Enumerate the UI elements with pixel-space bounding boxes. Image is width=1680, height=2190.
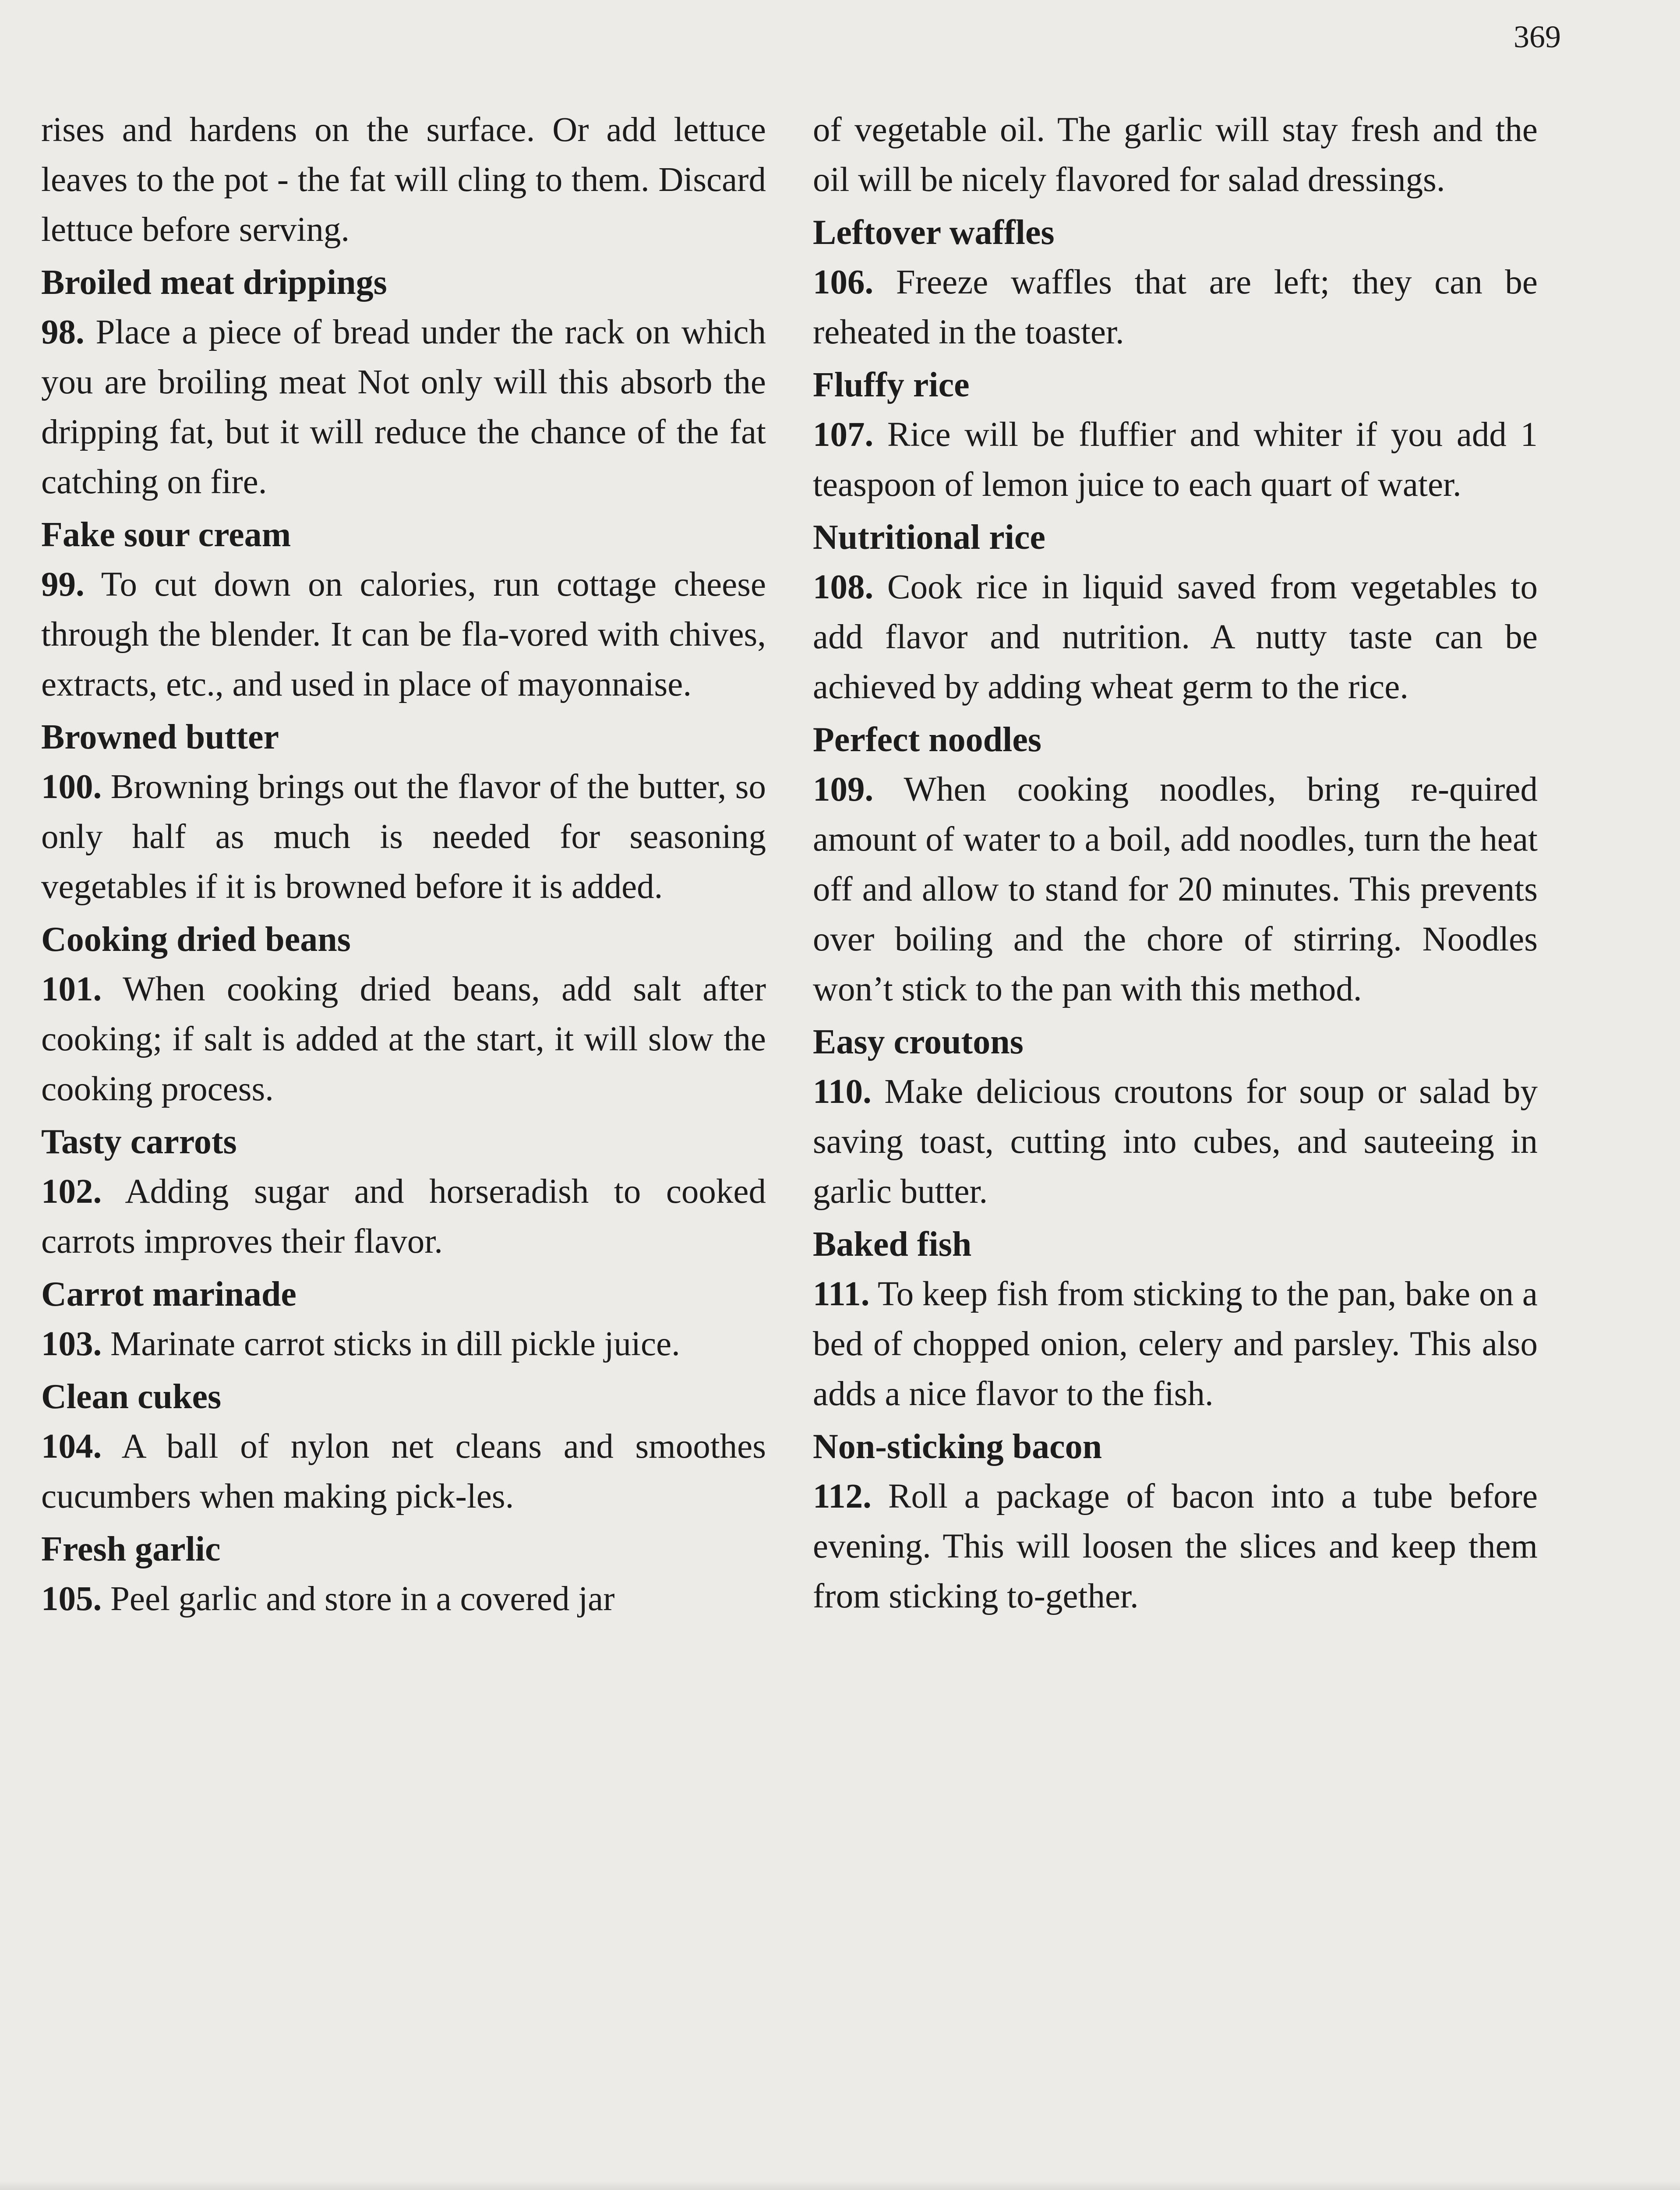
page-number: 369 [1514,19,1561,54]
tip-text: Rice will be fluffier and whiter if you add 1 teaspoon of lemon juice to each quart of water. [813,416,1538,504]
tip-number: 106. [813,263,874,301]
tip-entry-100 [41,712,766,912]
tip-entry-110 [813,1017,1538,1217]
tip-heading: Browned butter [41,718,279,756]
tip-number: 108. [813,568,874,606]
tip-number: 103. [41,1325,102,1363]
tip-body [813,562,1538,712]
tip-number: 99. [41,565,85,604]
tip-text: Roll a package of bacon into a tube before evening. This will loosen the slices and keep them from sticking to-gether. [813,1477,1538,1615]
tip-text: Peel garlic and store in a covered jar [110,1580,615,1618]
tip-number: 107. [813,416,874,454]
tip-number: 101. [41,970,102,1008]
tip-heading: Cooking dried beans [41,920,351,959]
tip-heading: Leftover waffles [813,213,1055,252]
tip-body [41,307,766,507]
tip-number: 105. [41,1580,102,1618]
tip-entry-104 [41,1372,766,1522]
tip-number: 112. [813,1477,872,1515]
tip-body [813,258,1538,357]
tip-heading: Broiled meat drippings [41,263,387,302]
tip-entry-108 [813,512,1538,712]
tip-body [41,762,766,912]
tip-body [813,410,1538,510]
tip-number: 102. [41,1173,102,1211]
tip-body [41,560,766,710]
tip-entry-112 [813,1422,1538,1621]
tip-heading: Carrot marinade [41,1275,296,1314]
tip-text: Make delicious croutons for soup or salad by saving toast, cutting into cubes, and sauteeing in garlic butter. [813,1073,1538,1211]
tip-text: Marinate carrot sticks in dill pickle juice. [110,1325,680,1363]
tip-number: 98. [41,313,85,351]
tip-heading: Clean cukes [41,1378,222,1416]
tip-number: 111. [813,1275,870,1313]
tip-entry-106 [813,208,1538,357]
tip-entry-102 [41,1117,766,1267]
right-column [813,105,1538,1621]
tip-text: When cooking noodles, bring re-quired amount of water to a boil, add noodles, turn the heat off and allow to stand for 20 minutes. This prevents over boiling and the chore of stirring. Noodles won’t stick to the pan with this method. [813,770,1538,1008]
tip-heading: Nutritional rice [813,518,1045,557]
tip-text: Browning brings out the flavor of the butter, so only half as much is needed for seasoning vegetables if it is browned before it is added. [41,768,766,906]
tip-body [41,1422,766,1522]
tip-entry-107 [813,360,1538,510]
tip-entry-99 [41,510,766,710]
tip-entry-111 [813,1219,1538,1419]
tip-entry-105 [41,1524,766,1624]
tip-heading: Fake sour cream [41,516,291,554]
tip-body [813,765,1538,1014]
tip-heading: Non-sticking bacon [813,1427,1102,1466]
right-column-continuation: of vegetable oil. The garlic will stay fresh and the oil will be nicely flavored for salad dressings. [813,111,1538,199]
tip-entry-103 [41,1269,766,1369]
tip-heading: Baked fish [813,1225,972,1264]
tip-text: A ball of nylon net cleans and smoothes cucumbers when making pick-les. [41,1427,766,1515]
tip-entry-109 [813,715,1538,1014]
tip-entry-101 [41,915,766,1114]
tip-number: 109. [813,770,874,809]
tip-heading: Fluffy rice [813,366,970,404]
page-bottom-edge [0,2181,1680,2190]
tip-heading: Fresh garlic [41,1530,221,1568]
tip-body [813,1067,1538,1217]
left-column-continuation: rises and hardens on the surface. Or add lettuce leaves to the pot - the fat will cling to them. Discard lettuce before serving. [41,111,766,249]
tip-text: Cook rice in liquid saved from vegetables to add flavor and nutrition. A nutty taste can be achieved by adding wheat germ to the rice. [813,568,1538,706]
tip-text: Place a piece of bread under the rack on which you are broiling meat Not only will this absorb the dripping fat, but it will reduce the chance of the fat catching on fire. [41,313,766,501]
tip-text: To keep fish from sticking to the pan, bake on a bed of chopped onion, celery and parsley. This also adds a nice flavor to the fish. [813,1275,1538,1413]
tip-body [41,1319,766,1369]
tip-text: When cooking dried beans, add salt after cooking; if salt is added at the start, it will slow the cooking process. [41,970,766,1108]
tip-text: Adding sugar and horseradish to cooked carrots improves their flavor. [41,1173,766,1261]
tip-heading: Perfect noodles [813,721,1042,759]
tip-number: 100. [41,768,102,806]
tip-body [41,1167,766,1267]
tip-number: 110. [813,1073,872,1111]
tip-entry-98 [41,258,766,507]
tip-heading: Easy croutons [813,1023,1024,1061]
tip-number: 104. [41,1427,102,1466]
tip-text: To cut down on calories, run cottage cheese through the blender. It can be fla-vored with chives, extracts, etc., and used in place of mayonnaise. [41,565,766,703]
tip-body [813,1472,1538,1621]
tip-heading: Tasty carrots [41,1123,237,1161]
tip-body [41,964,766,1114]
left-column [41,105,766,1624]
tip-body [813,1269,1538,1419]
tip-text: Freeze waffles that are left; they can be reheated in the toaster. [813,263,1538,351]
tip-body [41,1574,766,1624]
